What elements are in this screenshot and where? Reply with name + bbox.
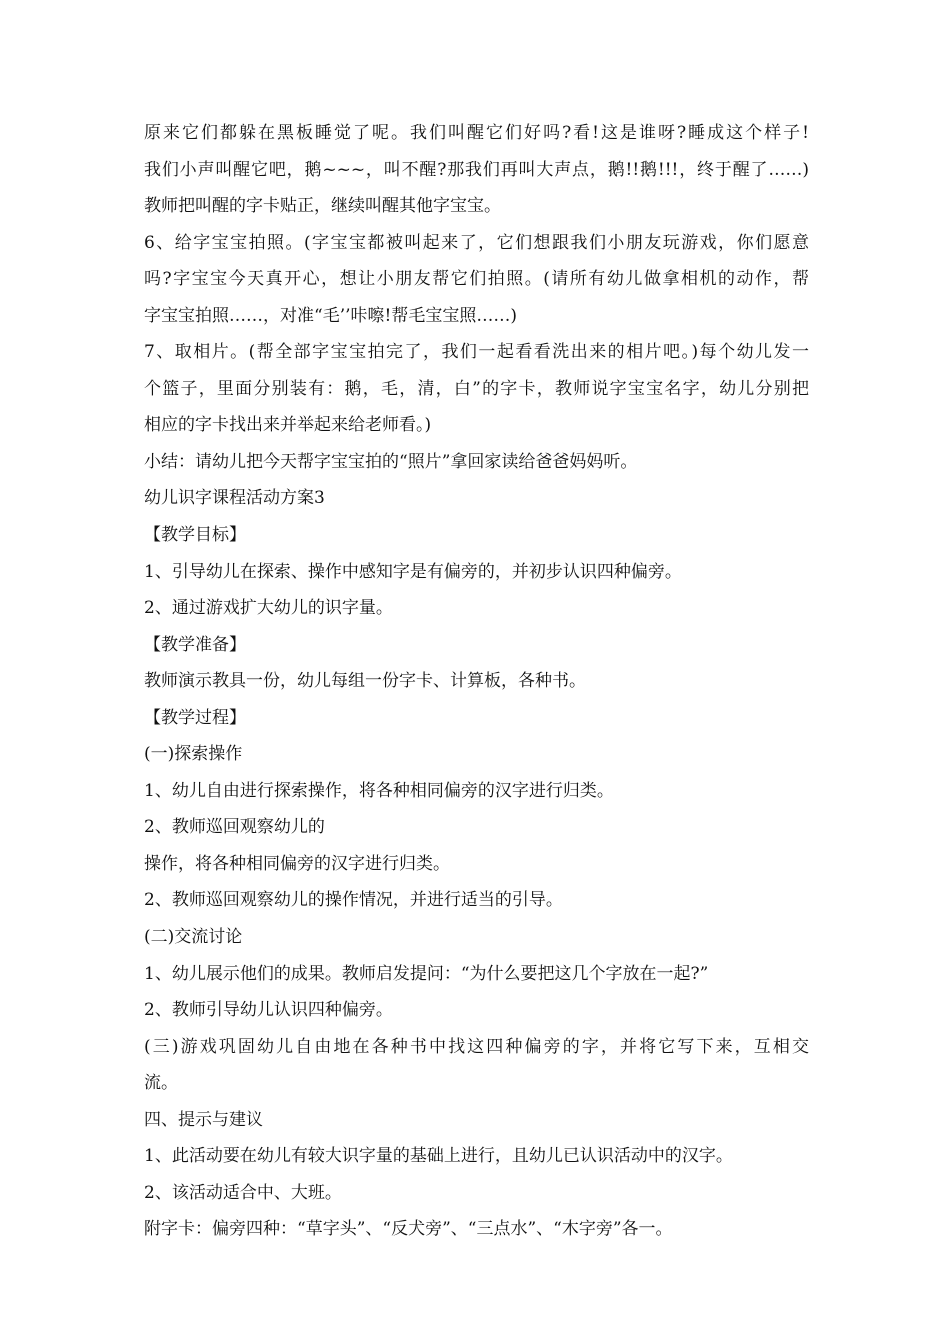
paragraph-line: 个篮子，里面分别装有：鹅，毛，清，白”的字卡，教师说字宝宝名字，幼儿分别把 — [144, 378, 809, 399]
paragraph-line: 6、给字宝宝拍照。(字宝宝都被叫起来了，它们想跟我们小朋友玩游戏，你们愿意 — [144, 232, 809, 253]
list-item: 1、引导幼儿在探索、操作中感知字是有偏旁的，并初步认识四种偏旁。 — [144, 561, 682, 582]
list-item: 1、此活动要在幼儿有较大识字量的基础上进行，且幼儿已认识活动中的汉字。 — [144, 1146, 733, 1167]
subheading: (一)探索操作 — [144, 744, 243, 765]
paragraph-line: 字宝宝拍照……，对准“毛’’咔嚓!帮毛宝宝照……) — [144, 305, 517, 326]
heading-teaching-goals: 【教学目标】 — [144, 525, 246, 546]
list-item: 2、该活动适合中、大班。 — [144, 1182, 342, 1203]
document-body — [144, 115, 809, 1248]
paragraph-line: 教师演示教具一份，幼儿每组一份字卡、计算板，各种书。 — [144, 671, 586, 692]
paragraph-line: 吗?字宝宝今天真开心，想让小朋友帮它们拍照。(请所有幼儿做拿相机的动作，帮 — [144, 269, 809, 290]
paragraph-line: 流。 — [144, 1073, 178, 1094]
paragraph-line: 教师把叫醒的字卡贴正，继续叫醒其他字宝宝。 — [144, 196, 501, 217]
list-item: 2、教师巡回观察幼儿的操作情况，并进行适当的引导。 — [144, 890, 563, 911]
paragraph-line: 我们小声叫醒它吧，鹅~~~，叫不醒?那我们再叫大声点，鹅!!鹅!!!，终于醒了……) — [144, 159, 809, 180]
subheading: 四、提示与建议 — [144, 1109, 263, 1130]
subheading: (二)交流讨论 — [144, 927, 243, 948]
paragraph-line: 操作，将各种相同偏旁的汉字进行归类。 — [144, 853, 450, 874]
paragraph-line: 原来它们都躲在黑板睡觉了呢。我们叫醒它们好吗?看!这是谁呀?睡成这个样子! — [144, 123, 809, 143]
section-title: 幼儿识字课程活动方案3 — [144, 488, 325, 509]
paragraph-line: (三)游戏巩固幼儿自由地在各种书中找这四种偏旁的字，并将它写下来，互相交 — [144, 1036, 809, 1057]
list-item: 1、幼儿展示他们的成果。教师启发提问：“为什么要把这几个字放在一起?” — [144, 963, 709, 984]
list-item: 2、教师巡回观察幼儿的 — [144, 817, 325, 838]
paragraph-line: 7、取相片。(帮全部字宝宝拍完了，我们一起看看洗出来的相片吧。)每个幼儿发一 — [144, 342, 809, 363]
heading-teaching-preparation: 【教学准备】 — [144, 634, 246, 655]
list-item: 2、教师引导幼儿认识四种偏旁。 — [144, 1000, 393, 1021]
summary-line: 小结：请幼儿把今天帮字宝宝拍的“照片”拿回家读给爸爸妈妈听。 — [144, 451, 638, 472]
appendix-line: 附字卡：偏旁四种：“草字头”、“反犬旁”、“三点水”、“木字旁”各一。 — [144, 1219, 673, 1240]
paragraph-line: 相应的字卡找出来并举起来给老师看。) — [144, 415, 432, 436]
heading-teaching-process: 【教学过程】 — [144, 707, 246, 728]
list-item: 2、通过游戏扩大幼儿的识字量。 — [144, 598, 393, 619]
list-item: 1、幼儿自由进行探索操作，将各种相同偏旁的汉字进行归类。 — [144, 780, 614, 801]
